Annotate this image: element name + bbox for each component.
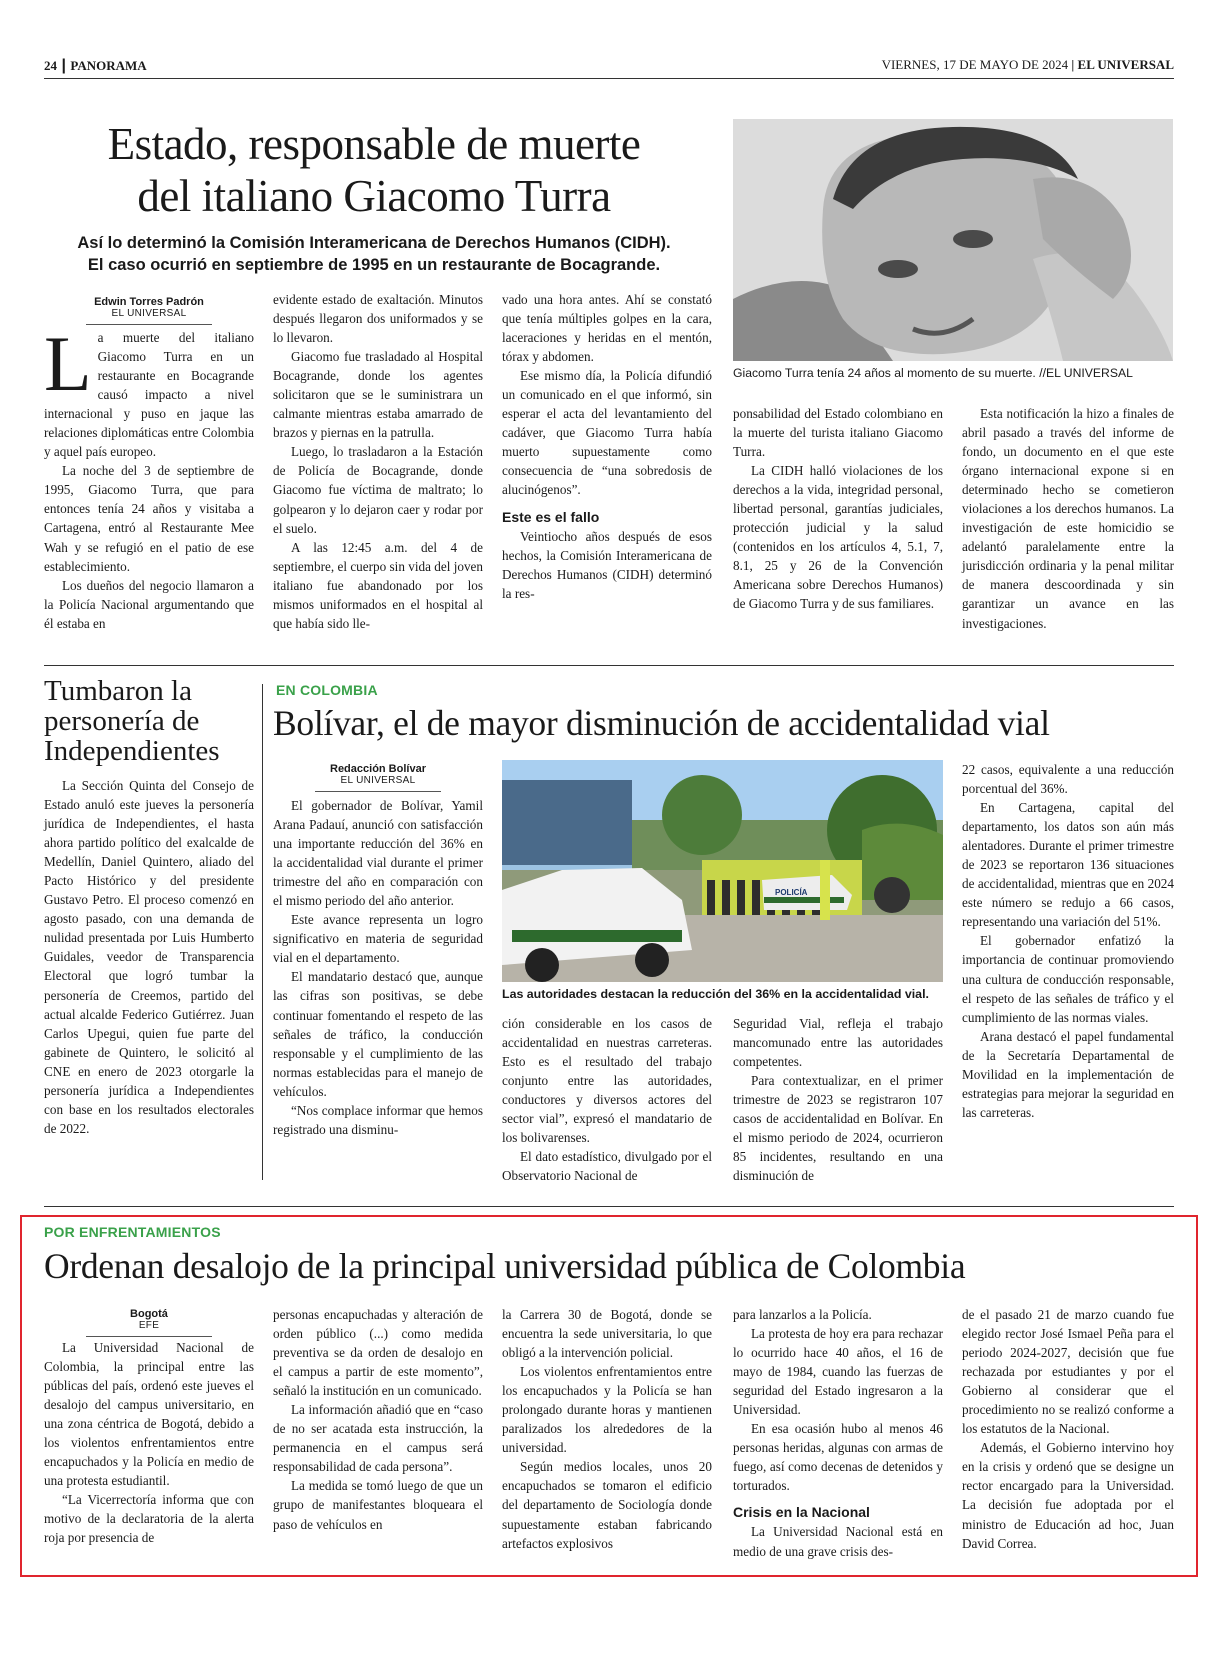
- article3-column-2: ción considerable en los casos de accidentalidad en nuestras carreteras. Esto es el resultado del trabajo conjunto entre las autoridades, conductores y diversos actores del sector vial”, expresó el mandatario de los bolivarenses. El dato estadístico, divulgado por el Observatorio Nacional de: [502, 1016, 712, 1184]
- article4-byline: Bogotá EFE: [44, 1308, 254, 1337]
- portrait-illustration: [733, 119, 1173, 361]
- article4-column-2: personas encapuchadas y alteración de orden público (...) como medida preventiva se da orden de desalojo en el campus a partir de este momento”, señaló la institución en un comunicado. La información añadió que en “caso de no ser acatada esta instrucción, la permanencia en el campus será responsabilidad de cada persona”. La medida se tomó luego de que un grupo de manifestantes bloqueara el paso de vehículos en: [273, 1307, 483, 1532]
- article2-title: Tumbaron la personería de Independientes: [44, 675, 220, 767]
- article4-column-3: la Carrera 30 de Bogotá, donde se encuentra la sede universitaria, lo que obligó a la intervención policial. Los violentos enfrentamientos entre los encapuchados y la Policía se han prolongado durante horas y mantienen paralizados los alrededores de la universidad. Según medios locales, unos 20 encapuchados se tomaron el edificio del departamento de Sociología donde supuestamente estaban fabricando artefactos explosivos: [502, 1307, 712, 1551]
- page-number: 24: [44, 58, 57, 73]
- road-safety-illustration: [502, 760, 943, 982]
- dropcap-letter: L: [44, 320, 92, 407]
- article1-column-4: ponsabilidad del Estado colombiano en la muerte del turista italiano Giacomo Turra. La CIDH halló violaciones de los derechos a la vida, integridad personal, libertad personal, garantías judiciales, protección judicial y la salud (contenidos en los artículos 4, 5.1, 7, 8.1, 25 y 26 de la Convención Americana sobre Derechos Humanos) de Giacomo Turra y de sus familiares.: [733, 406, 943, 612]
- article3-title: Bolívar, el de mayor disminución de accidentalidad vial: [273, 703, 1050, 743]
- vehicle-police-label: POLICÍA: [775, 888, 808, 897]
- article1-photo-caption: Giacomo Turra tenía 24 años al momento de su muerte. //EL UNIVERSAL: [733, 366, 1133, 380]
- article3-column-3: Seguridad Vial, refleja el trabajo mancomunado entre las autoridades competentes. Para contextualizar, en el primer trimestre de 2023 se registraron 107 casos de accidentalidad en Bolívar. En el mismo periodo de 2024, ocurrieron 85 incidentes, resultando en una disminución de: [733, 1016, 943, 1184]
- article4-kicker: POR ENFRENTAMIENTOS: [44, 1224, 221, 1240]
- section-divider-2: [44, 1206, 1174, 1207]
- newspaper-name: EL UNIVERSAL: [1077, 57, 1174, 72]
- column-divider-article2: [262, 684, 263, 1180]
- article1-byline: Edwin Torres Padrón EL UNIVERSAL: [44, 296, 254, 325]
- article1-column-1: L a muerte del italiano Giacomo Turra en un restaurante en Bocagrande causó impacto a nivel internacional y puso en jaque las relaciones diplomáticas entre Colombia y aquel país europeo. La noche del 3 de septiembre de 1995, Giacomo Turra, que para entonces tenía 24 años y visitaba a Cartagena, entró al Restaurante Mee Wah y se refugió en el patio de ese establecimiento. Los dueños del negocio llamaron a la Policía Nacional argumentando que él estaba en: [44, 320, 254, 631]
- article4-title: Ordenan desalojo de la principal universidad pública de Colombia: [44, 1246, 966, 1286]
- article4-column-1: La Universidad Nacional de Colombia, la principal entre las públicas del país, ordenó este jueves el desalojo del campus universitario, en una zona céntrica de Bogotá, debido a los violentos enfrentamientos entre encapuchados y la Policía en medio de una protesta estudiantil. “La Vicerrectoría informa que con motivo de la declaratoria de la alerta roja por presencia de: [44, 1340, 254, 1546]
- article4-column-5: de el pasado 21 de marzo cuando fue elegido rector José Ismael Peña para el periodo 2024-2027, decisión que fue rechazada por estudiantes y por el Gobierno al considerar que el procedimiento no se realizó conforme a los estatutos de la Nacional. Además, el Gobierno intervino hoy en la crisis y ordenó que se designe un rector encargado para la Universidad. La decisión fue adoptada por el ministro de Educación ad hoc, Juan David Correa.: [962, 1307, 1174, 1551]
- giacomo-turra-photo: [733, 119, 1173, 361]
- article3-column-1: El gobernador de Bolívar, Yamil Arana Padauí, anunció con satisfacción una importante reducción del 36% en la accidentalidad vial durante el primer trimestre del año en comparación con el mismo periodo del año anterior. Este avance representa un logro significativo en materia de seguridad vial en el departamento. El mandatario destacó que, aunque las cifras son positivas, se debe continuar fomentando el respeto de las señales de tráfico, la conducción responsable y el cumplimiento de las normas establecidas para el manejo de vehículos. “Nos complace informar que hemos registrado una disminu-: [273, 798, 483, 1137]
- article2-column: La Sección Quinta del Consejo de Estado anuló este jueves la personería jurídica de Independientes, el hasta ahora partido político del exalcalde de Medellín, Daniel Quintero, aliado del Pacto Histórico y del presidente Gustavo Petro. El proceso comenzó en agosto pasado, con una demanda de nulidad presentada por Luis Humberto Guidales, veedor de Transparencia Electoral que logró tumbar la personería de Creemos, partido del actual alcalde Federico Gutiérrez. Juan Carlos Upegui, quien fue parte del gabinete de Quintero, le solicitó al CNE en enero de 2023 otorgarle la personería jurídica a Independientes con base en los resultados electorales de 2022.: [44, 778, 254, 1136]
- article1-title: Estado, responsable de muerte del italiano Giacomo Turra: [107, 119, 641, 221]
- article3-photo-caption: Las autoridades destacan la reducción del 36% en la accidentalidad vial.: [502, 987, 929, 1001]
- section-name: PANORAMA: [70, 58, 147, 73]
- header-rule: [44, 78, 1174, 79]
- article4-column-4: para lanzarlos a la Policía. La protesta de hoy era para rechazar lo ocurrido hace 40 años, el 16 de mayo de 1984, cuando las fuerzas de seguridad del Estado ingresaron a la Universidad. En esa ocasión hubo al menos 46 personas heridas, algunas con armas de fuego, así como decenas de detenidos y torturados. Crisis en la Nacional La Universidad Nacional está en medio de una grave crisis des-: [733, 1307, 943, 1559]
- article3-kicker: EN COLOMBIA: [276, 682, 378, 698]
- article1-column-2: evidente estado de exaltación. Minutos después llegaron dos uniformados y se lo llevaron. Giacomo fue trasladado al Hospital Bocagrande, donde los agentes solicitaron que se le suministrara un calmante mientras estaba amarrado de brazos y piernas en la patrulla. Luego, lo trasladaron a la Estación de Policía de Bocagrande, donde Giacomo fue víctima de maltrato; lo golpearon y lo dejaron caer y rodar por el suelo. A las 12:45 a.m. del 4 de septiembre, el cuerpo sin vida del joven italiano fue abandonado por los mismos uniformados en el hospital al que había sido lle-: [273, 292, 483, 631]
- section-divider-1: [44, 665, 1174, 666]
- article3-column-4: 22 casos, equivalente a una reducción porcentual del 36%. En Cartagena, capital del departamento, los datos son aún más alentadores. Durante el primer trimestre de 2023 se reportaron 136 situaciones de accidentalidad, mientras que en 2024 este número se redujo a 66 casos, representando una variación del 51%. El gobernador enfatizó la importancia de continuar promoviendo una cultura de conducción responsable, el respeto de las señales de tráfico y el cumplimiento de las normas viales. Arana destacó el papel fundamental de la Secretaría Departamental de Movilidad en la implementación de estrategias para mejorar la seguridad en las carreteras.: [962, 762, 1174, 1120]
- article1-column-5: Esta notificación la hizo a finales de abril pasado a través del informe de fondo, un documento en el que este órgano internacional expone si en determinado hecho se cometieron violaciones a los derechos humanos. La investigación de este homicidio se adelantó paralelamente entre la jurisdicción ordinaria y la penal militar de manera descoordinada y sin garantizar un avance en las investigaciones.: [962, 406, 1174, 631]
- article4-subhead: Crisis en la Nacional: [733, 1504, 870, 1521]
- police-photo: [502, 760, 943, 982]
- issue-date: VIERNES, 17 DE MAYO DE 2024: [881, 57, 1069, 72]
- article3-byline: Redacción Bolívar EL UNIVERSAL: [273, 763, 483, 792]
- article1-deck: Así lo determinó la Comisión Interamericana de Derechos Humanos (CIDH). El caso ocurrió en septiembre de 1995 en un restaurante de Bocagrande.: [77, 234, 671, 274]
- article1-subhead: Este es el fallo: [502, 508, 600, 525]
- article1-column-3: vado una hora antes. Ahí se constató que tenía múltiples golpes en la cara, laceraciones y heridas en el mentón, tórax y abdomen. Ese mismo día, la Policía difundió un comunicado en el que informó, sin esperar el acta del levantamiento del cadáver, que Giacomo Turra había muerto supuestamente como consecuencia de “una sobredosis de alucinógenos”. Este es el fallo Veintiocho años después de esos hechos, la Comisión Interamericana de Derechos Humanos (CIDH) determinó la res-: [502, 292, 712, 601]
- page-header: 24 | PANORAMA VIERNES, 17 DE MAYO DE 2024 | EL UNIVERSAL: [44, 57, 1174, 74]
